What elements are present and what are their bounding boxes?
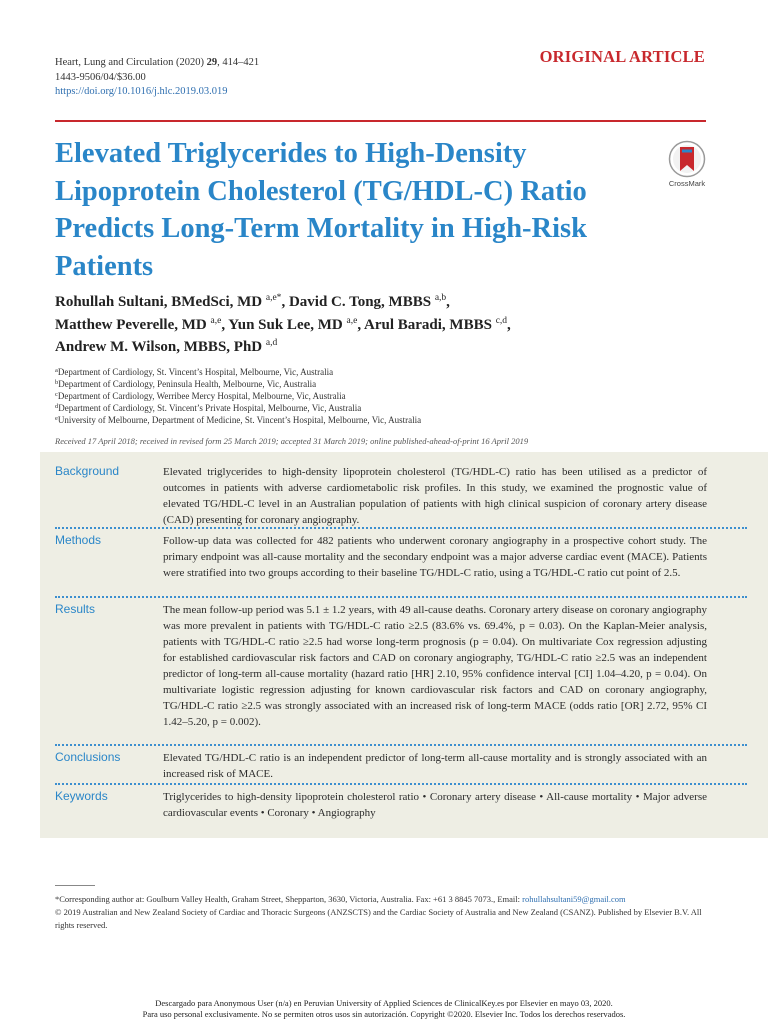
journal-citation: Heart, Lung and Circulation (2020) (55, 57, 204, 68)
abstract-heading: Conclusions (55, 750, 121, 764)
affiliation-text: Department of Cardiology, St. Vincent’s Private Hospital, Melbourne, Vic, Australia (58, 403, 362, 413)
structured-abstract (40, 452, 768, 838)
author-affiliation-marker: a,e (346, 315, 358, 326)
affiliation-key: a (55, 367, 58, 374)
abstract-text: The mean follow-up period was 5.1 ± 1.2 years, with 49 all-cause deaths. Coronary artery disease on coronary angiography was more prevalent in patients with TG/HDL-C ratio ≥2.5 (83.6% vs. 69.4%, p = 0.03). On the Kaplan-Meier analysis, patients with TG/HDL-C ratio ≥2.5 had worse long-term prognosis (p = 0.04). On multivariate Cox regression adjusting for established cardiovascular risk factors and CAD on coronary angiography, TG/HDL-C ratio ≥2.5 was an independent predictor of long-term all-cause mortality (hazard ratio [HR] 2.10, 95% confidence interval [CI] 1.04–4.20, p = 0.04). On multivariate logistic regression adjusting for known cardiovascular risk factors and CAD on coronary angiography, TG/HDL-C ratio ≥2.5 was strongly associated with an increased risk of long-term MACE (odds ratio [OR] 2.72, 95% CI 1.42–5.20, p = 0.002). (163, 604, 707, 728)
author-separator: , (357, 316, 364, 333)
author-separator: , (446, 294, 450, 310)
article-type-label: ORIGINAL ARTICLE (539, 47, 705, 66)
author-name: Rohullah Sultani, BMedSci, MD (55, 294, 263, 310)
author-name: Arul Baradi, MBBS (364, 316, 492, 333)
affiliation-item (55, 402, 695, 414)
author-name: David C. Tong, MBBS (288, 294, 432, 310)
paper-title: Elevated Triglycerides to High-Density Lipoprotein Cholesterol (TG/HDL-C) Ratio Predicts Long-Term Mortality in High-Risk Patients (55, 138, 587, 282)
journal-citation-line (55, 56, 385, 71)
received-dates: Received 17 April 2018; received in revised form 25 March 2019; accepted 31 March 2019; online published-ahead-of-print 16 April 2019 (55, 436, 529, 446)
abstract-divider (55, 744, 747, 746)
author-separator: , (507, 316, 511, 333)
crossmark-label: CrossMark (668, 179, 706, 188)
download-notice-line: Para uso personal exclusivamente. No se permiten otros usos sin autorización. Copyright ©2020. Elsevier Inc. Todos los derechos reservados. (142, 1009, 626, 1019)
journal-pages: , 414–421 (217, 57, 260, 68)
download-notice-line: Descargado para Anonymous User (n/a) en Peruvian University of Applied Sciences de ClinicalKey.es por Elsevier en mayo 03, 2020. (155, 998, 613, 1008)
keywords-text: Triglycerides to high-density lipoprotein cholesterol ratio • Coronary artery disease • All-cause mortality • Major adverse cardiovascular events • Coronary • Angiography (163, 791, 707, 819)
author-line-3 (55, 336, 695, 359)
corresponding-author-text: *Corresponding author at: Goulburn Valley Health, Graham Street, Shepparton, 3630, Victoria, Australia. Fax: +61 3 8845 7073., Email: (55, 894, 523, 904)
author-affiliation-marker: a,e* (265, 293, 282, 303)
affiliation-item (55, 366, 695, 378)
doi-link[interactable]: https://doi.org/10.1016/j.hlc.2019.03.019 (55, 86, 228, 97)
copyright-notice: © 2019 Australian and New Zealand Society of Cardiac and Thoracic Surgeons (ANZSCTS) and the Cardiac Society of Australia and New Zealand (CSANZ). Published by Elsevier B.V. All rights reserved. (55, 907, 702, 930)
author-list (55, 291, 695, 359)
abstract-divider (55, 783, 747, 785)
abstract-text: Elevated TG/HDL-C ratio is an independent predictor of long-term all-cause mortality and is strongly associated with an increased risk of MACE. (163, 752, 707, 780)
author-line-2 (55, 314, 695, 337)
download-notice (0, 998, 768, 1020)
author-email-link[interactable]: rohullahsultani59@gmail.com (522, 894, 626, 904)
footnotes (55, 893, 707, 932)
abstract-divider (55, 596, 747, 598)
journal-issn: 1443-9506/04/$36.00 (55, 71, 146, 83)
author-affiliation-marker: a,e (210, 315, 222, 326)
author-affiliation-marker: c,d (495, 315, 508, 326)
affiliation-item (55, 414, 695, 426)
abstract-divider (55, 527, 747, 529)
footnote-divider (55, 885, 95, 886)
affiliation-item (55, 390, 695, 402)
affiliation-text: Department of Cardiology, Werribee Mercy Hospital, Melbourne, Vic, Australia (57, 391, 346, 401)
abstract-heading: Methods (55, 533, 102, 547)
corresponding-author-note (55, 893, 707, 906)
crossmark-bookmark-icon (668, 140, 706, 178)
affiliation-text: Department of Cardiology, Peninsula Health, Melbourne, Vic, Australia (58, 379, 317, 389)
author-name: Yun Suk Lee, MD (228, 316, 343, 333)
author-separator: , (281, 294, 289, 310)
affiliation-key: c (55, 391, 58, 398)
abstract-heading: Results (55, 602, 96, 616)
abstract-heading: Background (55, 464, 120, 478)
abstract-heading: Keywords (55, 789, 108, 803)
abstract-text: Elevated triglycerides to high-density lipoprotein cholesterol (TG/HDL-C) ratio has been utilised as a predictor of outcomes in patients with adverse cardiometabolic risk profiles. In this study, we examined the prognostic value of elevated TG/HDL-C level in an Australian population of patients with high clinical suspicion of coronary artery disease (CAD) presenting for coronary angiography. (163, 466, 707, 526)
author-line-1 (55, 291, 695, 314)
header-divider (55, 120, 706, 122)
journal-volume: 29 (206, 57, 218, 68)
affiliation-item (55, 378, 695, 390)
affiliation-text: Department of Cardiology, St. Vincent’s Hospital, Melbourne, Vic, Australia (57, 367, 334, 377)
author-separator: , (221, 316, 229, 333)
author-name: Andrew M. Wilson, MBBS, PhD (55, 339, 263, 355)
affiliation-text: University of Melbourne, Department of Medicine, St. Vincent’s Hospital, Melbourne, Vic, Australia (57, 415, 422, 425)
affiliation-key: d (55, 403, 59, 410)
author-affiliation-marker: a,d (265, 338, 278, 348)
affiliation-key: b (55, 379, 59, 386)
abstract-text: Follow-up data was collected for 482 patients who underwent coronary angiography in a prospective cohort study. The primary endpoint was all-cause mortality and the secondary endpoint was a major adverse cardiac event (MACE). Patients were stratified into two groups according to their baseline TG/HDL-C ratio, using a TG/HDL-C ratio cut point of 2.5. (163, 535, 707, 579)
affiliation-list (55, 366, 695, 426)
author-affiliation-marker: a,b (434, 293, 447, 303)
crossmark-badge[interactable] (664, 140, 710, 188)
affiliation-key: e (55, 415, 58, 422)
journal-info (55, 56, 385, 100)
author-name: Matthew Peverelle, MD (55, 316, 207, 333)
